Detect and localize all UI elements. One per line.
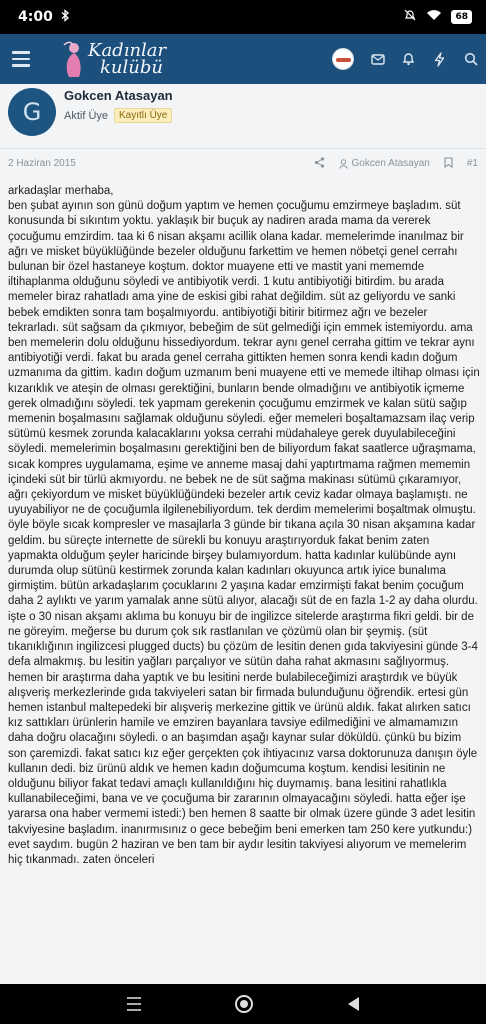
back-icon[interactable] [348,997,359,1011]
post-body [8,184,480,868]
messages-icon[interactable] [362,34,393,84]
system-navigation-bar [0,984,486,1024]
user-icon [339,159,348,169]
whats-new-icon[interactable] [424,34,455,84]
wifi-icon [426,9,442,25]
home-icon[interactable] [235,995,253,1013]
author-avatar[interactable]: G [8,88,56,136]
post-meta-author[interactable] [339,158,429,169]
author-name[interactable]: Gokcen Atasayan [64,88,173,103]
post-meta-bar [0,148,486,178]
search-icon[interactable] [455,34,486,84]
site-logo[interactable] [60,34,166,84]
notifications-icon[interactable] [393,34,424,84]
bookmark-icon[interactable] [444,157,453,171]
bluetooth-icon [61,9,70,26]
post-author-header [0,84,486,148]
silent-icon [403,8,417,26]
author-badge: Kayıtlı Üye [114,108,172,123]
post-text: arkadaşlar merhaba, ben şubat ayının son günü doğum yaptım ve hemen çocuğumu emzirmeye başladım. süt konusunda bi sıkıntım yoktu. yaklaşık bir buçuk ay nadiren arada mama da vererek çocuğumu emzirdim. taa ki 6 nisan akşamı acillik olana kadar. memelerimde inanılmaz bir ağrı ve misket büyüklüğünde bezeler olduğunu farkettim ve hemen nöbetçi genel cerrahı bulunan bir özel hastaneye koştum. doktor muayene etti ve mastit yani mememde iltihaplanma olduğunu söyledi ve antibiyotik verdi. 1 kutu antibiyotiği bitirdim. bu arada memeler biraz rahatladı ama yine de eskisi gibi rahat değildim. süt az geliyordu ve sanki bebek emdikten sonra tam boşalmıyordu. antibiyotiği bitirir bitirmez ağrı ve bezeler tekrarladı. süt sağsam da çıkmıyor, bebeğim de süt gelmediği için emmek istemiyordu. ama ben memelerin dolu olduğunu hissediyordum. tekrar aynı genel cerraha gittim ve tekrar aynı antibiyotiği verdi. fakat bu arada genel cerraha gittikten hemen sonra kendi kadın doğum uzmanıma da gittim. kadın doğum uzmanım beni muayene etti ve memede iltihap olması için kızarıklık ve ateşin de olması gerektiğini, bunların bende olmadığını ve antibiyotik içmeme gerek olmadığını söyledi. tek yapmam gerekenin çocuğumu emzirmek ve kalan sütü sağıp memenin boşalmasını sağlamak olduğunu söyledi. eğer memeleri boşaltamazsam ilaç verip sütümü kesmek zorunda kalacaklarını yoksa cerrahi müdahaleye gerek duyulabileceğini söyledi. memelerimin boşalmasını gerektiğini ben de biliyordum fakat saatlerce uğraşmama, sıcak kompres uygulamama, eşime ve anneme masaj dahi yaptırtmama rağmen mememin içindeki süt bir türlü akmıyordu. ne bebek ne de süt sağma makinası sütümü çıkaramıyor, ağrı çekiyordum ve misket büyüklüğündeki bezeler artık ceviz kadar olmaya başlamıştı. ne uyuyabiliyor ne de çocuğumla ilgilenebiliyordum. tek derdim memelerimi boşaltmak olmuştu. öyle böyle sıcak kompresler ve masajlarla 3 günde bir tıkana açıla 30 nisan akşamına kadar geldim. bu süreçte internette de sürekli bu konuyu araştırıyorduk fakat benim zaten yapmakta olduğum şeyler haricinde birşey bulamıyordum. hatta kadınlar kulübünde aynı durumda olup sütünü kestirmek zorunda kalan kadınları okuyunca artık iyice bunalıma girmiştim. bütün arkadaşlarım çocuklarını 2 yaşına kadar emzirmişti fakat benim çocuğum daha 2 aylıktı ve yarım yamalak anne sütü alıyor, alacağı süt de en fazla 1-2 ay daha olurdu. işte o 30 nisan akşamı aklıma bu konuyu bir de ingilizce sitelerde araştırma fikri geldi. bir de ne göreyim. meğerse bu durum çok sık rastlanılan ve çözümü olan bir şeymiş. (süt tıkanıklığının ingilizcesi plugged ducts) bu çözüm de lesitin denen gıda takviyesini günde 3-4 defa almakmış. bu lesitin yağları parçalıyor ve sütün daha rahat akmasını sağlıyormuş. hemen bir araştırma daha yaptık ve bu lesitini nerde bulabileceğimizi araştırdık ve büyük alışveriş merkezlerinde gıda takviyeleri satan bir firmada bulunduğunu öğrendik. ertesi gün hemen istanbul maltepedeki bir alışveriş merkezine gittik ve ürünü aldık. fakat alırken satıcı kız sattıkları ürünlerin hamile ve emziren bayanlara tavsiye edilmediğini ve almamamızın daha doğru olacağını söyledi. o an başımdan aşağı kaynar sular döküldü. çünkü bu bizim son çaremizdi. fakat satıcı kız eğer gerçekten çok ihtiyacınız varsa doktorunuza danışın öyle kullanın dedi. biz ürünü aldık ve hemen kadın doğumcuma koştum. kendisi lesitinin ne olduğunu biliyor fakat tedavi amaçlı kullanıldığını hiç duymamış. bana lesitini rahatlıkla kullanabileceğimi, bana ve ve çocuğuma bir zararının olmayacağını söyledi. hatta eğer işe yararsa ona haber vermemi istedi:) ben hemen 8 saatte bir olmak üzere günde 3 adet lesitin takviyesine başladım. inanırmısınız o gece bebeğim beni emerken tam 250 kere yutkundu:) evet saydım. bugün 2 haziran ve ben tam bir aydır lesitin takviyesi alıyorum ve memelerim hiç tıkanmadı. zaten önceleri [8,185,480,866]
recents-icon[interactable] [127,997,141,1011]
menu-icon[interactable] [0,34,42,84]
share-icon[interactable] [314,157,325,171]
status-bar [0,0,486,34]
post-meta-author-name: Gokcen Atasayan [351,158,430,169]
logo-text-line2: kulübü [100,57,163,78]
app-bar [0,34,486,84]
account-avatar[interactable] [332,48,354,70]
post-number[interactable]: #1 [466,158,478,169]
clock: 4:00 [18,9,53,25]
logo-figure-icon [60,39,86,79]
battery-indicator: 68 [451,10,472,24]
logo-text-line1: Kadınlar [88,40,167,61]
author-role: Aktif Üye [64,109,109,122]
post-date[interactable]: 2 Haziran 2015 [8,158,76,169]
